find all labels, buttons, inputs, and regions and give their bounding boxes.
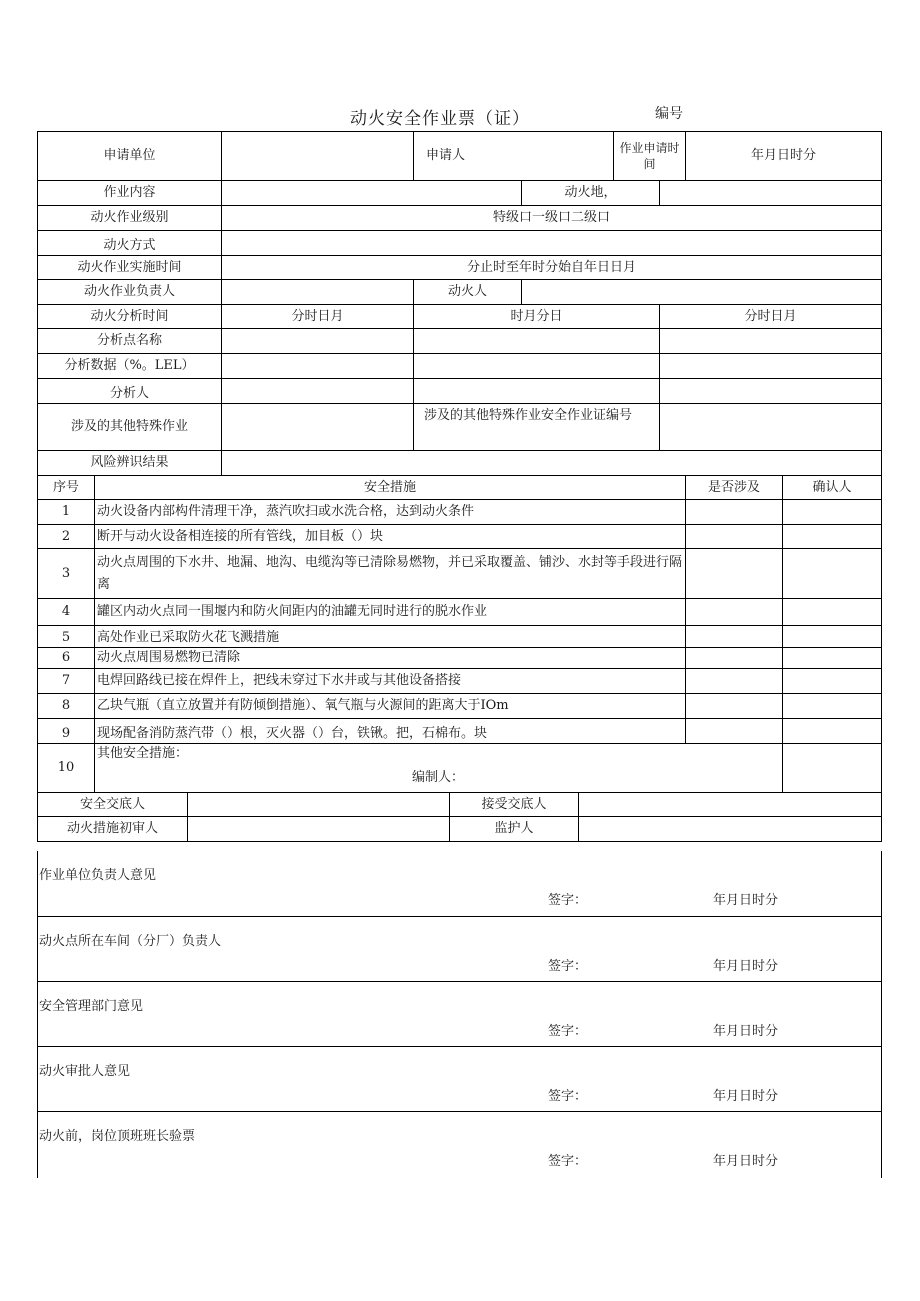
- measure-row: [37, 626, 882, 648]
- receiver-field[interactable]: [579, 793, 881, 816]
- table-row: [37, 817, 882, 842]
- signature-label: 签字：: [548, 893, 588, 908]
- analysis-time-3[interactable]: 分时日月: [744, 308, 797, 324]
- applicant-label: 申请人: [414, 132, 614, 180]
- measure-no: 5: [38, 626, 95, 647]
- other-special-label: 涉及的其他特殊作业: [38, 404, 222, 450]
- opinion-section-shift-leader[interactable]: [37, 1112, 882, 1178]
- measure-text: 断开与动火设备相连接的所有管线，加目板（）块: [95, 525, 686, 548]
- analysis-point-1[interactable]: [222, 329, 414, 353]
- analysis-time-2[interactable]: 时月分日: [414, 305, 660, 328]
- measure-no: 3: [38, 549, 95, 598]
- measure-row-other: [37, 744, 882, 793]
- measure-text: 动火设备内部构件清理干净，蒸汽吹扫或水洗合格，达到动火条件: [95, 500, 686, 524]
- measure-row: [37, 648, 882, 669]
- col-confirmer-header: 确认人: [812, 479, 852, 495]
- measure-involved-cell[interactable]: [686, 669, 783, 693]
- table-row: [37, 354, 882, 379]
- measure-no: 7: [38, 669, 95, 693]
- table-row: [37, 379, 882, 404]
- measure-text: 高处作业已采取防火花飞溅措施: [95, 626, 686, 647]
- col-measure-header: 安全措施: [95, 476, 686, 499]
- table-row: [37, 329, 882, 354]
- opinion-label: 动火点所在车间（分厂）负责人: [39, 934, 222, 949]
- risk-field[interactable]: [222, 451, 881, 475]
- measure-no: 6: [38, 648, 95, 668]
- responsible-label: 动火作业负责人: [38, 280, 222, 304]
- measure-text: 现场配备消防蒸汽带（）根，灭火器（）台，铁锹。把，石棉布。块: [95, 719, 686, 743]
- impl-time-label: 动火作业实施时间: [38, 256, 222, 279]
- risk-label: 风险辨识结果: [38, 451, 222, 475]
- other-special-cert-label: 涉及的其他特殊作业安全作业证编号: [414, 404, 660, 450]
- receiver-label: 接受交底人: [450, 793, 579, 816]
- table-row: [37, 451, 882, 476]
- measure-no: 10: [38, 744, 95, 792]
- opinion-label: 动火前，岗位顶班班长验票: [39, 1129, 196, 1144]
- safety-brief-field[interactable]: [188, 793, 450, 816]
- signature-label: 签字：: [548, 1024, 588, 1039]
- table-row: [37, 181, 882, 206]
- measure-confirmer-cell[interactable]: [783, 719, 881, 743]
- date-label: 年月日时分: [713, 1024, 779, 1039]
- measure-no: 4: [38, 599, 95, 625]
- measure-confirmer-cell[interactable]: [783, 599, 881, 625]
- fire-person-field[interactable]: [522, 280, 881, 304]
- measure-no: 1: [38, 500, 95, 524]
- analysis-data-3[interactable]: [660, 354, 881, 378]
- signature-label: 签字：: [548, 1154, 588, 1169]
- signature-label: 签字：: [548, 1089, 588, 1104]
- fire-site-field[interactable]: [660, 181, 881, 205]
- measure-confirmer-cell[interactable]: [783, 626, 881, 647]
- table-row: [37, 131, 882, 181]
- opinion-section-safety-dept[interactable]: [37, 982, 882, 1047]
- measure-row: [37, 549, 882, 599]
- measure-text: 罐区内动火点同一围堰内和防火间距内的油罐无同时进行的脱水作业: [95, 599, 686, 625]
- table-row: [37, 404, 882, 451]
- fire-level-options[interactable]: 特级口一级口二级口: [492, 210, 610, 225]
- measure-text: 动火点周围易燃物已清除: [95, 648, 686, 668]
- measure-text: 动火点周围的下水井、地漏、地沟、电缆沟等已清除易燃物，并已采取覆盖、铺沙、水封等手段进行隔离: [95, 549, 686, 598]
- impl-time-value[interactable]: 分止时至年时分始自年日日月: [466, 259, 636, 275]
- other-confirmer-cell[interactable]: [783, 744, 881, 792]
- safety-brief-label: 安全交底人: [38, 793, 188, 816]
- other-special-field[interactable]: [222, 404, 414, 450]
- analysis-data-2[interactable]: [414, 354, 660, 378]
- preparer-label: 编制人：: [412, 770, 465, 785]
- applicant-unit-label: 申请单位: [38, 132, 222, 180]
- fire-site-label: 动火地，: [522, 181, 660, 205]
- analysis-point-3[interactable]: [660, 329, 881, 353]
- measure-confirmer-cell[interactable]: [783, 500, 881, 524]
- analyst-3[interactable]: [660, 379, 881, 403]
- measure-confirmer-cell[interactable]: [783, 549, 881, 598]
- guardian-field[interactable]: [579, 817, 881, 841]
- opinion-section-unit-leader[interactable]: [37, 851, 882, 917]
- analyst-2[interactable]: [414, 379, 660, 403]
- other-measures-cell[interactable]: [95, 744, 783, 792]
- fire-method-label: 动火方式: [38, 231, 222, 255]
- work-content-label: 作业内容: [38, 181, 222, 205]
- col-involved-header: 是否涉及: [686, 476, 783, 499]
- measure-involved-cell[interactable]: [686, 626, 783, 647]
- initial-reviewer-field[interactable]: [188, 817, 450, 841]
- date-label: 年月日时分: [713, 893, 779, 908]
- measure-involved-cell[interactable]: [686, 500, 783, 524]
- table-row: [37, 305, 882, 329]
- analyst-label: 分析人: [38, 379, 222, 403]
- measure-text: 乙块气瓶（直立放置并有防倾倒措施）、氧气瓶与火源间的距离大于IOm: [95, 694, 686, 718]
- opinion-label: 作业单位负责人意见: [39, 868, 157, 883]
- measure-no: 2: [38, 525, 95, 548]
- measure-row: [37, 525, 882, 549]
- guardian-label: 监护人: [450, 817, 579, 841]
- measure-confirmer-cell[interactable]: [783, 648, 881, 668]
- opinion-label: 动火审批人意见: [39, 1064, 131, 1079]
- measures-header-row: [37, 476, 882, 500]
- date-label: 年月日时分: [713, 1089, 779, 1104]
- analysis-time-1[interactable]: 分时日月: [222, 305, 414, 328]
- measure-confirmer-cell[interactable]: [783, 525, 881, 548]
- responsible-field[interactable]: [222, 280, 414, 304]
- table-row: [37, 231, 882, 256]
- fire-person-label: 动火人: [414, 280, 522, 304]
- table-row: [37, 280, 882, 305]
- form-number-label: 编号: [655, 106, 683, 122]
- measure-text: 电焊回路线已接在焊件上，把线未穿过下水井或与其他设备搭接: [95, 669, 686, 693]
- table-row: [37, 206, 882, 231]
- other-special-cert-field[interactable]: [660, 404, 881, 450]
- col-no-header: 序号: [38, 476, 95, 499]
- measure-confirmer-cell[interactable]: [783, 694, 881, 718]
- signature-label: 签字：: [548, 959, 588, 974]
- analysis-time-label: 动火分析时间: [38, 305, 222, 328]
- analyst-1[interactable]: [222, 379, 414, 403]
- fire-level-label: 动火作业级别: [38, 206, 222, 230]
- measure-row: [37, 719, 882, 744]
- measure-row: [37, 694, 882, 719]
- measure-involved-cell[interactable]: [686, 719, 783, 743]
- opinion-section-workshop-leader[interactable]: [37, 917, 882, 982]
- analysis-data-1[interactable]: [222, 354, 414, 378]
- permit-form-table: [37, 131, 882, 842]
- apply-time-label: 作业申请时间: [614, 132, 686, 180]
- measure-row: [37, 500, 882, 525]
- measure-no: 8: [38, 694, 95, 718]
- measure-involved-cell[interactable]: [686, 648, 783, 668]
- opinion-section-approver[interactable]: [37, 1047, 882, 1112]
- measure-row: [37, 669, 882, 694]
- date-label: 年月日时分: [713, 1154, 779, 1169]
- initial-reviewer-label: 动火措施初审人: [38, 817, 188, 841]
- date-label: 年月日时分: [713, 959, 779, 974]
- form-title: 动火安全作业票（证）: [350, 109, 530, 129]
- apply-time-value[interactable]: 年月日时分: [750, 148, 816, 163]
- measure-confirmer-cell[interactable]: [783, 669, 881, 693]
- measure-involved-cell[interactable]: [686, 599, 783, 625]
- measure-involved-cell[interactable]: [686, 549, 783, 598]
- measure-no: 9: [38, 719, 95, 743]
- measure-row: [37, 599, 882, 626]
- applicant-unit-field[interactable]: [222, 132, 414, 180]
- analysis-point-label: 分析点名称: [38, 329, 222, 353]
- other-measures-label: 其他安全措施：: [97, 746, 189, 761]
- measure-involved-cell[interactable]: [686, 525, 783, 548]
- analysis-data-label: 分析数据（%。LEL）: [38, 354, 222, 378]
- fire-method-field[interactable]: [222, 231, 881, 255]
- measure-involved-cell[interactable]: [686, 694, 783, 718]
- work-content-field[interactable]: [222, 181, 522, 205]
- table-row: [37, 256, 882, 280]
- opinion-label: 安全管理部门意见: [39, 999, 144, 1014]
- table-row: [37, 793, 882, 817]
- analysis-point-2[interactable]: [414, 329, 660, 353]
